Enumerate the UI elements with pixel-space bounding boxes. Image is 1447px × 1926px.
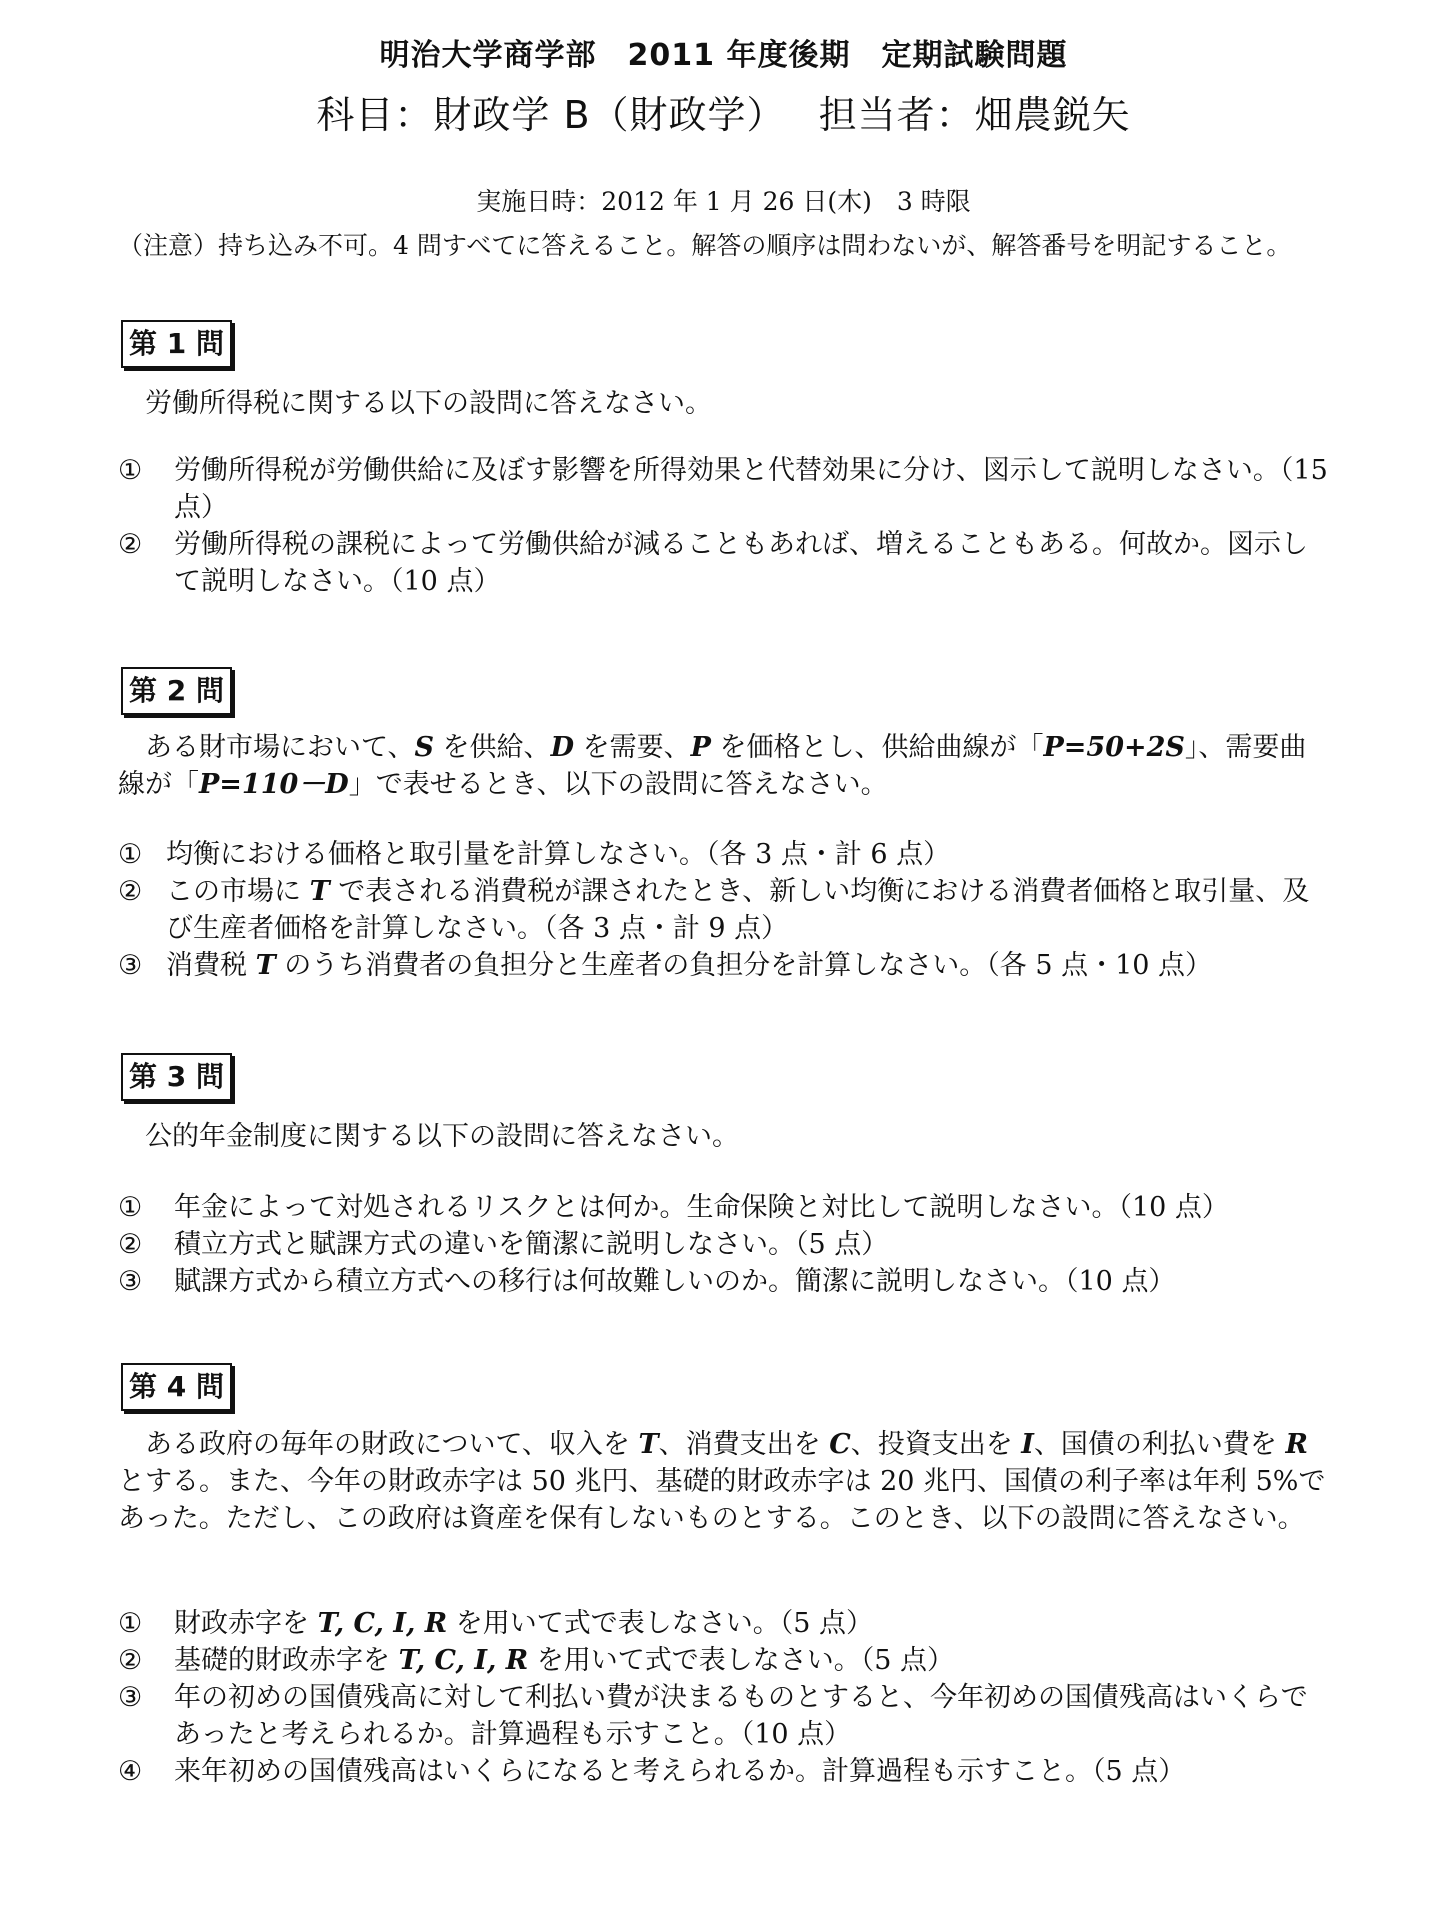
intro-text: を供給、 xyxy=(433,732,551,763)
list-item xyxy=(118,1189,1333,1226)
variable-c: C xyxy=(829,1429,851,1460)
item-number: ④ xyxy=(118,1756,143,1787)
variable-t: T xyxy=(309,876,330,907)
list-item xyxy=(118,947,1333,984)
question-4-heading: 第 4 問 xyxy=(121,1363,232,1411)
question-3-heading: 第 3 問 xyxy=(121,1053,232,1101)
list-item xyxy=(118,452,1337,526)
item-text: 労働所得税の課税によって労働供給が減ることもあれば、増えることもある。何故か。図示して説明しなさい。（10 点） xyxy=(174,529,1308,597)
item-text-part: 財政赤字を xyxy=(174,1608,318,1639)
item-text: 均衡における価格と取引量を計算しなさい。（各 3 点・計 6 点） xyxy=(166,839,951,870)
item-number: ① xyxy=(118,1192,143,1223)
intro-text: 、国債の利払い費を xyxy=(1033,1429,1286,1460)
intro-text: とする。また、今年の財政赤字は 50 兆円、基礎的財政赤字は 20 兆円、国債の利子率は年利 5%であった。ただし、この政府は資産を保有しないものとする。このとき、以下の設問に答えなさい。 xyxy=(118,1429,1326,1534)
question-3-intro: 公的年金制度に関する以下の設問に答えなさい。 xyxy=(118,1121,739,1152)
exam-title: 明治大学商学部 2011 年度後期 定期試験問題 xyxy=(379,38,1068,73)
intro-text: を需要、 xyxy=(573,732,691,763)
variable-r: R xyxy=(1285,1429,1308,1460)
item-text-part: 基礎的財政赤字を xyxy=(174,1645,399,1676)
list-item xyxy=(118,1753,1333,1790)
intro-text: ある財市場において、 xyxy=(118,732,415,763)
item-text xyxy=(166,876,1309,944)
item-text: 年の初めの国債残高に対して利払い費が決まるものとすると、今年初めの国債残高はいくらであったと考えられるか。計算過程も示すこと。（10 点） xyxy=(174,1682,1308,1750)
item-text xyxy=(174,1608,873,1639)
list-item xyxy=(118,836,1333,873)
item-number: ① xyxy=(118,1608,143,1639)
variable-t: T xyxy=(638,1429,659,1460)
item-text-part: のうち消費者の負担分と生産者の負担分を計算しなさい。（各 5 点・10 点） xyxy=(275,950,1213,981)
item-number: ② xyxy=(118,1229,143,1260)
exam-date: 実施日時：2012 年 1 月 26 日(木) 3 時限 xyxy=(476,187,971,216)
list-item xyxy=(118,526,1333,600)
intro-text: 」、需要曲線が「 xyxy=(118,732,1307,800)
item-number: ② xyxy=(118,1645,143,1676)
question-2-heading: 第 2 問 xyxy=(121,667,232,715)
item-number: ③ xyxy=(118,950,143,981)
item-text-part: 消費税 xyxy=(166,950,256,981)
list-item xyxy=(118,1642,1333,1679)
variables: T, C, I, R xyxy=(317,1608,448,1639)
item-text: 労働所得税が労働供給に及ぼす影響を所得効果と代替効果に分け、図示して説明しなさい。（15 点） xyxy=(174,455,1337,523)
question-2-items xyxy=(118,836,1333,984)
intro-text: を価格とし、供給曲線が「 xyxy=(710,732,1044,763)
question-1-intro: 労働所得税に関する以下の設問に答えなさい。 xyxy=(118,388,712,419)
intro-text: 、消費支出を xyxy=(658,1429,830,1460)
item-number: ① xyxy=(118,455,143,486)
item-number: ① xyxy=(118,839,143,870)
item-text-part: で表される消費税が課されたとき、新しい均衡における消費者価格と取引量、及び生産者価格を計算しなさい。（各 3 点・計 9 点） xyxy=(166,876,1310,944)
item-number: ③ xyxy=(118,1682,143,1713)
item-text-part: を用いて式で表しなさい。（5 点） xyxy=(447,1608,874,1639)
list-item xyxy=(118,873,1333,947)
question-1-items xyxy=(118,452,1337,600)
list-item xyxy=(118,1226,1333,1263)
intro-text: ある政府の毎年の財政について、収入を xyxy=(118,1429,639,1460)
item-text: 年金によって対処されるリスクとは何か。生命保険と対比して説明しなさい。（10 点） xyxy=(174,1192,1229,1223)
variables: T, C, I, R xyxy=(398,1645,529,1676)
variable-s: S xyxy=(414,732,434,763)
item-text xyxy=(166,950,1212,981)
item-text: 賦課方式から積立方式への移行は何故難しいのか。簡潔に説明しなさい。（10 点） xyxy=(174,1266,1176,1297)
intro-text: 、投資支出を xyxy=(850,1429,1022,1460)
item-text-part: を用いて式で表しなさい。（5 点） xyxy=(528,1645,955,1676)
list-item xyxy=(118,1263,1333,1300)
subject-and-instructor: 科目：財政学 B（財政学） 担当者：畑農鋭矢 xyxy=(316,93,1131,137)
question-4-items xyxy=(118,1605,1333,1790)
list-item xyxy=(118,1679,1333,1753)
variable-t: T xyxy=(255,950,276,981)
item-text: 積立方式と賦課方式の違いを簡潔に説明しなさい。（5 点） xyxy=(174,1229,889,1260)
list-item xyxy=(118,1605,1333,1642)
supply-equation: P=50+2S xyxy=(1043,732,1185,763)
variable-d: D xyxy=(550,732,574,763)
question-4-intro xyxy=(118,1426,1333,1537)
question-2-intro xyxy=(118,729,1333,803)
intro-text: 」で表せるとき、以下の設問に答えなさい。 xyxy=(348,769,888,800)
item-number: ② xyxy=(118,529,143,560)
question-1-heading: 第 1 問 xyxy=(121,320,232,368)
variable-i: I xyxy=(1021,1429,1034,1460)
demand-equation: P=110－D xyxy=(199,769,349,800)
item-number: ② xyxy=(118,876,143,907)
item-number: ③ xyxy=(118,1266,143,1297)
item-text: 来年初めの国債残高はいくらになると考えられるか。計算過程も示すこと。（5 点） xyxy=(174,1756,1186,1787)
question-3-items xyxy=(118,1189,1333,1300)
item-text xyxy=(174,1645,954,1676)
exam-notice: （注意）持ち込み不可。4 問すべてに答えること。解答の順序は問わないが、解答番号を明記すること。 xyxy=(118,231,1292,260)
variable-p: P xyxy=(690,732,711,763)
item-text-part: この市場に xyxy=(166,876,310,907)
